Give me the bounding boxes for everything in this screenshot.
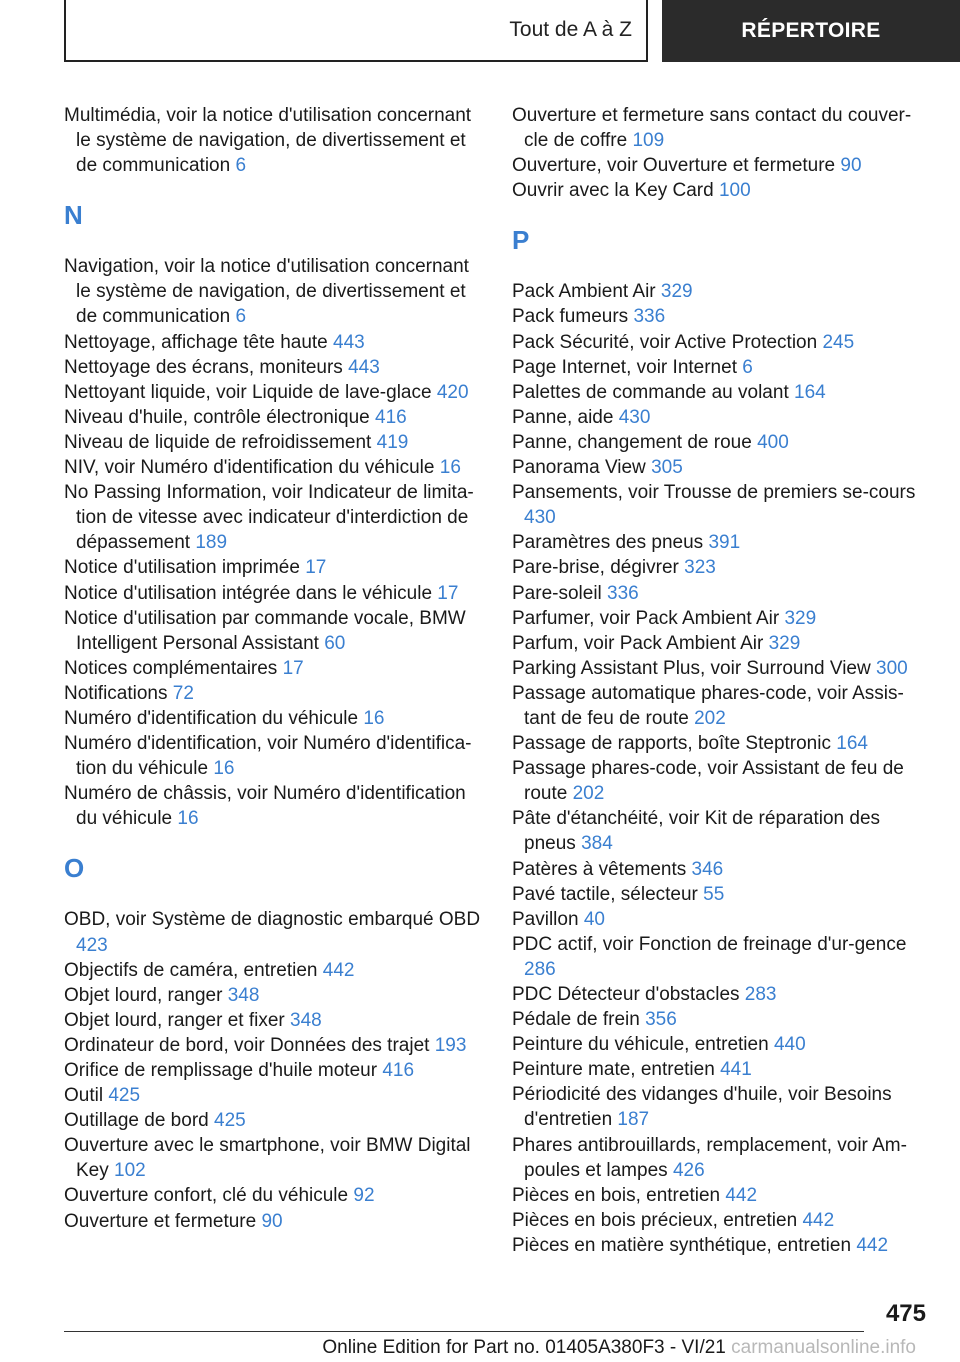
- index-letter-heading: O: [64, 853, 85, 884]
- index-entry-label: Pavé tactile, sélecteur: [512, 883, 698, 905]
- index-entry-label: Multimédia, voir la notice d'utilisation concernant le système de navigation, de divertissement et de communication: [64, 105, 472, 177]
- index-entry-label: Ouverture, voir Ouverture et fermeture: [512, 155, 836, 177]
- page-link[interactable]: 423: [76, 934, 108, 956]
- page-link[interactable]: 336: [633, 306, 666, 328]
- index-entry-label: Peinture du véhicule, entretien: [512, 1034, 769, 1056]
- index-entry: [512, 103, 924, 153]
- index-entry: [512, 631, 924, 656]
- index-entry-label: Nettoyant liquide, voir Liquide de lave-glace: [64, 381, 432, 403]
- index-entry: [512, 1007, 924, 1032]
- index-entry: [512, 882, 924, 907]
- index-entry-label: Pare-brise, dégivrer: [512, 557, 679, 579]
- index-entry: [64, 681, 484, 706]
- index-entry: [64, 430, 484, 455]
- index-entry-label: Nettoyage, affichage tête haute: [64, 331, 328, 353]
- index-entry-label: Passage automatique phares-code, voir Assis-tant de feu de route: [512, 682, 904, 729]
- index-entry-label: Notices complémentaires: [64, 657, 278, 679]
- page-link[interactable]: 323: [684, 557, 716, 579]
- index-entry-label: Numéro de châssis, voir Numéro d'identification du véhicule: [64, 783, 466, 830]
- page-link[interactable]: 16: [213, 758, 235, 780]
- page-link[interactable]: 329: [660, 281, 693, 303]
- index-entry-label: Objectifs de caméra, entretien: [64, 959, 318, 981]
- page-link[interactable]: 16: [363, 707, 385, 729]
- index-entry-label: Notice d'utilisation imprimée: [64, 557, 300, 579]
- index-entry: [64, 103, 484, 178]
- index-entry: [512, 430, 924, 455]
- page-link[interactable]: 416: [375, 406, 407, 428]
- page-link[interactable]: 384: [581, 833, 613, 855]
- page-link[interactable]: 100: [718, 180, 751, 202]
- page-link[interactable]: 391: [708, 532, 741, 554]
- page-link[interactable]: 60: [324, 632, 346, 654]
- page-link[interactable]: 348: [227, 984, 260, 1006]
- index-entry: [64, 1033, 484, 1058]
- page-link[interactable]: 286: [524, 958, 556, 980]
- index-entry: [512, 1183, 924, 1208]
- watermark-text: carmanualsonline.info: [731, 1337, 916, 1358]
- index-column-right: [512, 103, 924, 1258]
- page-link[interactable]: 6: [742, 356, 753, 378]
- index-entry-label: Patères à vêtements: [512, 858, 687, 880]
- page-link[interactable]: 187: [617, 1109, 650, 1131]
- index-entry: [512, 656, 924, 681]
- index-entry-label: Panne, aide: [512, 406, 614, 428]
- page-link[interactable]: 400: [757, 431, 789, 453]
- index-entry: [512, 581, 924, 606]
- page-link[interactable]: 336: [607, 582, 639, 604]
- index-entry: [64, 455, 484, 480]
- index-entry-label: Peinture mate, entretien: [512, 1059, 715, 1081]
- index-entry: [512, 279, 924, 304]
- index-entry: [512, 380, 924, 405]
- index-entry: [64, 731, 484, 781]
- index-entry-label: Palettes de commande au volant: [512, 381, 789, 403]
- index-entry: [64, 380, 484, 405]
- index-entry-label: Orifice de remplissage d'huile moteur: [64, 1060, 378, 1081]
- page-link[interactable]: 442: [322, 959, 355, 981]
- index-entry: [512, 153, 924, 178]
- page-link[interactable]: 245: [822, 331, 855, 353]
- index-entry: [64, 1008, 484, 1033]
- index-entry-label: Navigation, voir la notice d'utilisation concernant le système de navigation, de divertissement et de communication: [64, 256, 469, 328]
- page-link[interactable]: 420: [436, 381, 469, 403]
- index-entry: [512, 1233, 924, 1258]
- index-entry-label: Pack fumeurs: [512, 306, 629, 328]
- index-entry: [64, 656, 484, 681]
- footer: [322, 1337, 916, 1359]
- index-entry: [64, 555, 484, 580]
- page-link[interactable]: 300: [876, 657, 908, 679]
- page-link[interactable]: 283: [744, 984, 777, 1005]
- page-link[interactable]: 102: [114, 1160, 146, 1182]
- page-link[interactable]: 6: [235, 306, 247, 328]
- page-link[interactable]: 426: [672, 1159, 705, 1181]
- index-entry-label: Passage phares-code, voir Assistant de feu de route: [512, 758, 904, 805]
- page-link[interactable]: 356: [645, 1009, 677, 1031]
- page-link[interactable]: 6: [235, 155, 247, 177]
- index-entry-label: PDC actif, voir Fonction de freinage d'ur-gence: [512, 933, 907, 955]
- page-link[interactable]: 443: [333, 331, 365, 353]
- page-link[interactable]: 193: [434, 1034, 467, 1056]
- page-link[interactable]: 55: [703, 883, 725, 905]
- index-entry: [512, 355, 924, 380]
- index-entry-label: Paramètres des pneus: [512, 532, 704, 554]
- index-entry-label: Niveau d'huile, contrôle électronique: [64, 406, 370, 428]
- index-entry: [64, 254, 484, 329]
- index-entry: [512, 1057, 924, 1082]
- index-entry-label: Objet lourd, ranger: [64, 984, 223, 1006]
- index-entry: [512, 330, 924, 355]
- index-entry-label: Pièces en bois précieux, entretien: [512, 1209, 798, 1231]
- index-entry-label: PDC Détecteur d'obstacles: [512, 984, 740, 1005]
- index-entry: [64, 1058, 484, 1083]
- index-entry-label: No Passing Information, voir Indicateur de limita-tion de vitesse avec indicateur d'interdiction de dépassement: [64, 482, 474, 554]
- index-entry-label: Phares antibrouillards, remplacement, voir Am-poules et lampes: [512, 1134, 907, 1181]
- index-entry-label: Notice d'utilisation intégrée dans le véhicule: [64, 582, 433, 604]
- page-link[interactable]: 16: [177, 808, 199, 830]
- index-letter-heading: P: [512, 225, 530, 256]
- index-entry: [512, 304, 924, 329]
- index-entry: [64, 1209, 484, 1234]
- index-entry: [512, 480, 924, 530]
- index-entry: [512, 455, 924, 480]
- index-entry: [64, 1108, 484, 1133]
- index-entry: [64, 706, 484, 731]
- index-entry: [512, 907, 924, 932]
- index-entry-label: Niveau de liquide de refroidissement: [64, 431, 372, 453]
- page-header: [0, 0, 960, 66]
- index-entry: [64, 405, 484, 430]
- index-entry: [512, 932, 924, 982]
- footer-divider: [64, 1331, 864, 1332]
- index-entry-label: Panne, changement de roue: [512, 431, 752, 453]
- page-link[interactable]: 442: [802, 1209, 835, 1231]
- page-link[interactable]: 72: [172, 682, 194, 704]
- index-entry-label: Notice d'utilisation par commande vocale, BMW Intelligent Personal Assistant: [64, 607, 466, 654]
- index-entry: [64, 958, 484, 983]
- index-entry-label: Périodicité des vidanges d'huile, voir Besoins d'entretien: [512, 1084, 892, 1131]
- index-entry-label: Notifications: [64, 682, 168, 704]
- page-link[interactable]: 425: [108, 1085, 141, 1107]
- index-entry-label: Nettoyage des écrans, moniteurs: [64, 356, 343, 378]
- index-entry-label: Ouvrir avec la Key Card: [512, 180, 714, 202]
- section-tab-repertoire[interactable]: RÉPERTOIRE: [662, 0, 960, 62]
- page-link[interactable]: 17: [437, 582, 459, 604]
- index-entry: [512, 681, 924, 731]
- page-link[interactable]: 443: [348, 356, 380, 378]
- page-link[interactable]: 202: [694, 707, 726, 729]
- page-link[interactable]: 442: [725, 1184, 758, 1206]
- page-link[interactable]: 305: [651, 457, 683, 479]
- page-link[interactable]: 348: [290, 1009, 322, 1031]
- index-entry: [64, 1133, 484, 1183]
- index-entry: [64, 907, 484, 957]
- index-entry: [512, 1133, 924, 1183]
- index-entry: [512, 1032, 924, 1057]
- page-link[interactable]: 440: [773, 1034, 806, 1056]
- index-entry-label: Passage de rapports, boîte Steptronic: [512, 733, 831, 755]
- index-entry-label: Parking Assistant Plus, voir Surround View: [512, 657, 871, 679]
- page-link[interactable]: 430: [524, 507, 556, 529]
- index-entry-label: Pansements, voir Trousse de premiers se-cours: [512, 482, 916, 504]
- index-entry: [512, 555, 924, 580]
- page-link[interactable]: 329: [784, 607, 817, 629]
- index-entry: [64, 581, 484, 606]
- index-letter-heading: N: [64, 200, 83, 231]
- index-entry-label: Ouverture et fermeture sans contact du couver-cle de coffre: [512, 105, 912, 152]
- index-entry: [64, 355, 484, 380]
- index-entry-label: Ouverture confort, clé du véhicule: [64, 1185, 349, 1207]
- index-entry: [64, 606, 484, 656]
- section-tab-a-to-z[interactable]: Tout de A à Z: [64, 0, 648, 62]
- page-link[interactable]: 90: [261, 1210, 283, 1232]
- index-entry: [512, 606, 924, 631]
- index-entry-label: Numéro d'identification, voir Numéro d'identifica-tion du véhicule: [64, 733, 472, 780]
- index-entry-label: Parfum, voir Pack Ambient Air: [512, 632, 764, 654]
- page-link[interactable]: 441: [720, 1059, 752, 1081]
- page-link[interactable]: 40: [583, 908, 605, 930]
- index-entry-label: NIV, voir Numéro d'identification du véhicule: [64, 457, 435, 479]
- page-link[interactable]: 425: [214, 1110, 246, 1132]
- page-link[interactable]: 419: [376, 431, 409, 453]
- index-entry-label: Outil: [64, 1085, 104, 1107]
- index-entry-label: Panorama View: [512, 457, 646, 479]
- page-link[interactable]: 16: [439, 457, 461, 479]
- index-entry-label: Ordinateur de bord, voir Données des trajet: [64, 1034, 430, 1056]
- page-link[interactable]: 90: [840, 155, 862, 177]
- page-link[interactable]: 442: [856, 1234, 889, 1256]
- index-entry: [512, 731, 924, 756]
- page-link[interactable]: 109: [632, 130, 665, 152]
- index-entry: [512, 405, 924, 430]
- index-entry: [64, 781, 484, 831]
- index-entry: [64, 983, 484, 1008]
- index-entry-label: Ouverture et fermeture: [64, 1210, 257, 1232]
- index-entry-label: Pack Ambient Air: [512, 281, 656, 303]
- index-entry: [512, 530, 924, 555]
- index-column-left: [64, 103, 484, 1234]
- index-entry-label: Pavillon: [512, 908, 579, 930]
- page-link[interactable]: 202: [572, 783, 605, 805]
- index-entry-label: Page Internet, voir Internet: [512, 356, 737, 378]
- page-link[interactable]: 17: [282, 657, 304, 679]
- index-entry: [512, 857, 924, 882]
- index-entry-label: Pièces en matière synthétique, entretien: [512, 1234, 852, 1256]
- page-link[interactable]: 346: [691, 858, 724, 880]
- page-link[interactable]: 416: [382, 1060, 415, 1081]
- index-entry: [512, 178, 924, 203]
- index-entry-label: Ouverture avec le smartphone, voir BMW Digital Key: [64, 1135, 471, 1182]
- edition-text: Online Edition for Part no. 01405A380F3 - VI/21: [322, 1337, 726, 1358]
- index-entry-label: Pâte d'étanchéité, voir Kit de réparation des pneus: [512, 808, 881, 855]
- page-link[interactable]: 92: [353, 1185, 375, 1207]
- index-entry-label: Pédale de frein: [512, 1009, 640, 1031]
- page-link[interactable]: 189: [195, 532, 228, 554]
- index-entry: [512, 756, 924, 806]
- index-entry-label: Pare-soleil: [512, 582, 602, 604]
- index-entry: [512, 1208, 924, 1233]
- index-entry: [64, 330, 484, 355]
- page-link[interactable]: 17: [305, 557, 327, 579]
- index-entry: [64, 1183, 484, 1208]
- page-link[interactable]: 430: [618, 406, 651, 428]
- index-entry: [64, 480, 484, 555]
- index-entry-label: Outillage de bord: [64, 1110, 209, 1132]
- page-link[interactable]: 329: [768, 632, 801, 654]
- index-entry: [512, 1082, 924, 1132]
- index-entry-label: OBD, voir Système de diagnostic embarqué OBD: [64, 909, 481, 931]
- page-link[interactable]: 164: [836, 733, 868, 755]
- index-entry-label: Numéro d'identification du véhicule: [64, 707, 359, 729]
- index-entry: [64, 1083, 484, 1108]
- index-entry: [512, 806, 924, 856]
- index-entry: [512, 982, 924, 1007]
- index-entry-label: Pièces en bois, entretien: [512, 1184, 721, 1206]
- index-entry-label: Parfumer, voir Pack Ambient Air: [512, 607, 780, 629]
- index-entry-label: Objet lourd, ranger et fixer: [64, 1009, 285, 1031]
- index-entry-label: Pack Sécurité, voir Active Protection: [512, 331, 818, 353]
- page-link[interactable]: 164: [794, 381, 826, 403]
- page-number: 475: [885, 1300, 926, 1327]
